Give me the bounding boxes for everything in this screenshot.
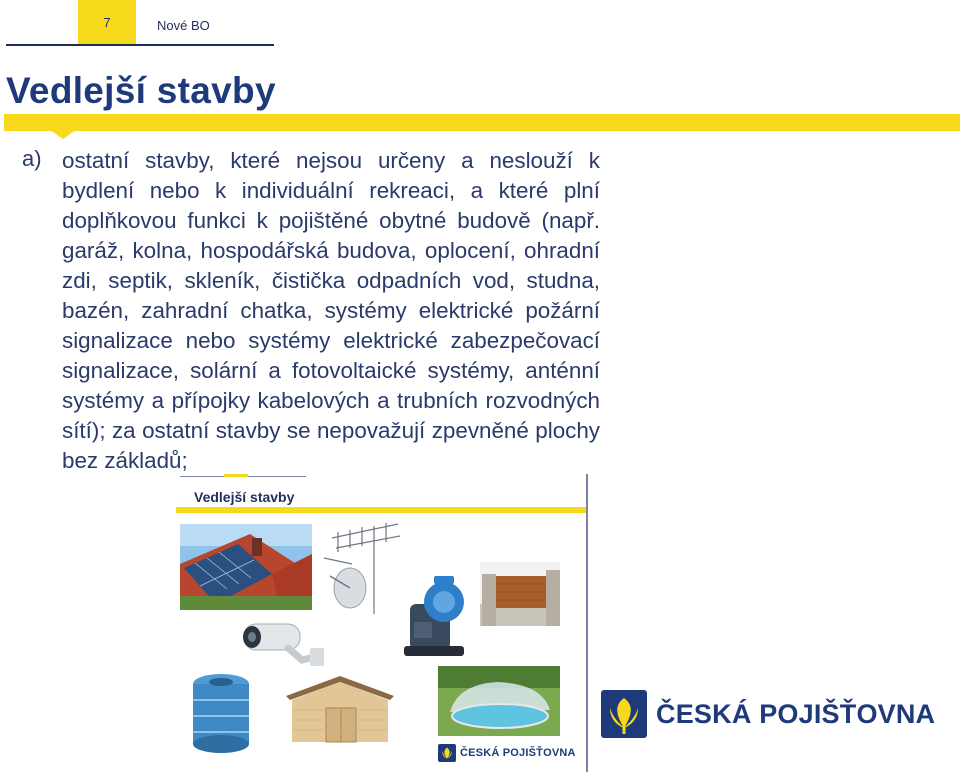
section-label: Nové BO: [157, 18, 210, 33]
inset-brand-logo: [438, 744, 576, 762]
inset-title: Vedlejší stavby: [194, 489, 295, 505]
outbuildings-image-panel: [176, 474, 588, 772]
security-camera-photo: [238, 618, 326, 670]
covered-pool-photo: [438, 666, 560, 736]
page-number: 7: [78, 0, 136, 44]
inset-right-border: [586, 474, 588, 772]
fence-photo: [480, 562, 560, 626]
brand-logo: [601, 690, 935, 738]
paragraph-marker: a): [22, 146, 42, 171]
inset-top-accent: [224, 474, 248, 477]
title-accent-notch: [50, 130, 76, 139]
title-accent-bar: [4, 114, 960, 131]
brand-emblem-icon: [438, 744, 456, 762]
solar-roof-photo: [180, 524, 312, 610]
page-title: Vedlejší stavby: [6, 70, 276, 111]
brand-logo-text: ČESKÁ POJIŠŤOVNA: [656, 698, 936, 729]
garden-shed-photo: [282, 674, 398, 744]
paragraph-text: ostatní stavby, které nejsou určeny a neslouží k bydlení nebo k individuální rekreaci, a které plní doplňkovou funkci k pojištěné obytné budově (např. garáž, kolna, hospodářská budova, oplocení, ohradní zdi, septik, skleník, čistička odpadních vod, studna, bazén, zahradní chatka, systémy elektrické požární signalizace nebo systémy elektrické zabezpečovací signalizace, solární a fotovoltaické systémy, anténní systémy a přípojky kabelových a trubních rozvodných sítí); za ostatní stavby se nepovažují zpevněné plochy bez základů;: [62, 148, 600, 473]
pool-pump-photo: [400, 574, 472, 660]
inset-accent-bar: [176, 507, 588, 513]
header-divider: [6, 44, 274, 46]
antenna-photo: [322, 518, 404, 618]
septic-tank-photo: [188, 670, 254, 754]
inset-logo-text: ČESKÁ POJIŠŤOVNA: [460, 747, 576, 759]
brand-emblem-icon: [601, 690, 647, 738]
